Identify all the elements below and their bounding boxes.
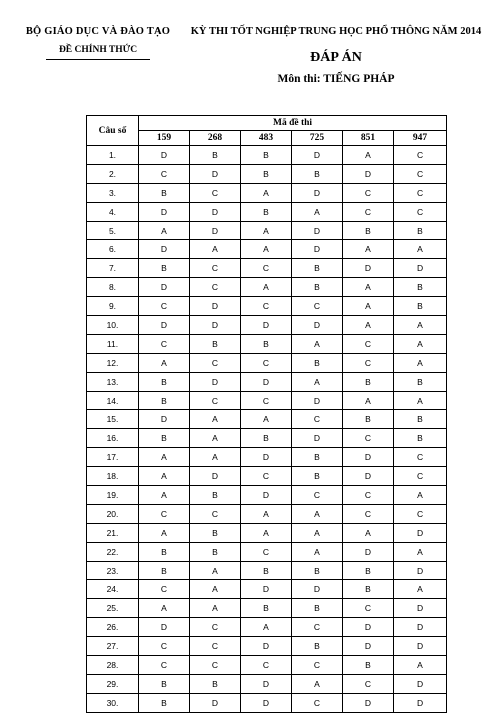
answer-cell: B [343, 561, 394, 580]
answer-cell: D [190, 221, 241, 240]
answer-cell: A [394, 334, 447, 353]
question-number: 8. [87, 278, 139, 297]
answer-cell: D [394, 523, 447, 542]
answer-cell: C [343, 599, 394, 618]
answer-cell: A [343, 297, 394, 316]
table-row [87, 334, 447, 353]
answer-cell: B [394, 429, 447, 448]
exam-code-header: Mã đề thi [139, 116, 447, 131]
question-number: 19. [87, 486, 139, 505]
answer-cell: C [241, 542, 292, 561]
table-row [87, 164, 447, 183]
table-row [87, 486, 447, 505]
answer-cell: B [190, 523, 241, 542]
exam-code-3: 725 [292, 131, 343, 146]
answer-cell: B [190, 486, 241, 505]
answer-cell: C [292, 410, 343, 429]
answer-cell: A [241, 410, 292, 429]
answer-cell: C [292, 656, 343, 675]
answer-cell: D [292, 183, 343, 202]
exam-code-1: 268 [190, 131, 241, 146]
answer-cell: D [343, 448, 394, 467]
answer-cell: B [292, 637, 343, 656]
answer-cell: B [241, 429, 292, 448]
answer-cell: D [190, 372, 241, 391]
answer-cell: A [139, 467, 190, 486]
answer-cell: D [394, 637, 447, 656]
answer-cell: A [292, 372, 343, 391]
question-number: 30. [87, 693, 139, 712]
answer-cell: C [394, 467, 447, 486]
answer-cell: B [190, 674, 241, 693]
table-row [87, 674, 447, 693]
answer-cell: C [241, 467, 292, 486]
table-row [87, 183, 447, 202]
answer-cell: D [292, 429, 343, 448]
answer-cell: D [292, 146, 343, 165]
table-row [87, 240, 447, 259]
answer-cell: D [241, 580, 292, 599]
question-number-header: Câu số [87, 116, 139, 146]
answer-cell: D [241, 448, 292, 467]
question-number: 6. [87, 240, 139, 259]
answer-cell: C [292, 693, 343, 712]
table-row [87, 504, 447, 523]
answer-cell: D [343, 637, 394, 656]
answer-cell: C [139, 504, 190, 523]
question-number: 5. [87, 221, 139, 240]
table-row [87, 410, 447, 429]
answer-cell: B [292, 561, 343, 580]
answer-cell: A [190, 429, 241, 448]
answer-cell: D [241, 693, 292, 712]
question-number: 24. [87, 580, 139, 599]
answer-cell: B [241, 146, 292, 165]
answer-cell: D [190, 202, 241, 221]
official-label: ĐỀ CHÍNH THỨC [58, 45, 138, 55]
table-row [87, 637, 447, 656]
table-row [87, 202, 447, 221]
answer-cell: D [292, 316, 343, 335]
header-left [18, 26, 178, 60]
answer-cell: D [292, 391, 343, 410]
answer-title: ĐÁP ÁN [310, 50, 362, 65]
table-row [87, 259, 447, 278]
answer-cell: B [292, 448, 343, 467]
answer-cell: C [139, 637, 190, 656]
answer-cell: D [343, 618, 394, 637]
answer-cell: B [394, 410, 447, 429]
exam-code-4: 851 [343, 131, 394, 146]
answer-cell: B [343, 656, 394, 675]
answer-cell: C [394, 202, 447, 221]
question-number: 12. [87, 353, 139, 372]
answer-cell: C [190, 353, 241, 372]
question-number: 7. [87, 259, 139, 278]
answer-cell: C [241, 259, 292, 278]
answer-cell: A [241, 278, 292, 297]
answer-cell: C [190, 183, 241, 202]
table-row [87, 580, 447, 599]
answer-cell: B [394, 372, 447, 391]
answer-cell: C [139, 297, 190, 316]
answer-cell: D [394, 599, 447, 618]
table-row [87, 221, 447, 240]
answer-cell: D [190, 164, 241, 183]
exam-code-5: 947 [394, 131, 447, 146]
answer-cell: A [241, 183, 292, 202]
answer-cell: D [394, 674, 447, 693]
answer-cell: D [292, 580, 343, 599]
header-right [186, 26, 486, 85]
table-row [87, 599, 447, 618]
answer-cell: B [343, 410, 394, 429]
answer-cell: C [190, 391, 241, 410]
answer-cell: C [190, 278, 241, 297]
table-row [87, 618, 447, 637]
answer-cell: D [292, 240, 343, 259]
answer-cell: A [190, 561, 241, 580]
answer-cell: C [241, 297, 292, 316]
answer-cell: B [139, 674, 190, 693]
answer-cell: A [394, 316, 447, 335]
answer-cell: A [394, 542, 447, 561]
question-number: 25. [87, 599, 139, 618]
table-row [87, 561, 447, 580]
answer-cell: C [292, 297, 343, 316]
answer-cell: A [190, 580, 241, 599]
table-row [87, 353, 447, 372]
answer-cell: D [139, 278, 190, 297]
answer-cell: D [190, 316, 241, 335]
subject-title: Môn thi: TIẾNG PHÁP [277, 73, 395, 85]
answer-cell: A [394, 353, 447, 372]
answer-cell: D [394, 693, 447, 712]
answer-cell: A [292, 542, 343, 561]
answer-cell: B [292, 353, 343, 372]
answer-cell: A [343, 240, 394, 259]
answer-key-table [86, 115, 447, 713]
answer-cell: D [139, 618, 190, 637]
answer-cell: C [139, 334, 190, 353]
answer-cell: B [139, 259, 190, 278]
answer-cell: A [241, 618, 292, 637]
answer-cell: A [343, 391, 394, 410]
answer-cell: B [190, 334, 241, 353]
answer-cell: A [139, 221, 190, 240]
answer-cell: D [394, 561, 447, 580]
answer-cell: C [394, 164, 447, 183]
answer-cell: B [394, 297, 447, 316]
answer-cell: C [190, 637, 241, 656]
answer-cell: D [139, 146, 190, 165]
answer-cell: C [343, 674, 394, 693]
answer-cell: D [394, 259, 447, 278]
answer-cell: B [139, 429, 190, 448]
exam-code-0: 159 [139, 131, 190, 146]
answer-cell: D [241, 372, 292, 391]
table-row [87, 542, 447, 561]
answer-cell: D [343, 259, 394, 278]
answer-cell: C [394, 448, 447, 467]
answer-cell: D [241, 316, 292, 335]
answer-cell: A [343, 278, 394, 297]
answer-cell: D [139, 316, 190, 335]
answer-cell: D [343, 467, 394, 486]
question-number: 2. [87, 164, 139, 183]
table-row [87, 372, 447, 391]
answer-cell: B [343, 221, 394, 240]
answer-cell: D [139, 202, 190, 221]
answer-cell: C [190, 618, 241, 637]
answer-cell: A [139, 599, 190, 618]
answer-cell: C [190, 504, 241, 523]
answer-cell: C [190, 259, 241, 278]
answer-cell: A [241, 221, 292, 240]
table-row [87, 297, 447, 316]
answer-cell: A [292, 504, 343, 523]
answer-cell: B [241, 164, 292, 183]
answer-cell: B [190, 146, 241, 165]
answer-cell: C [343, 486, 394, 505]
answer-cell: D [139, 410, 190, 429]
answer-cell: C [343, 353, 394, 372]
question-number: 20. [87, 504, 139, 523]
answer-cell: C [394, 504, 447, 523]
answer-cell: A [190, 410, 241, 429]
table-row [87, 391, 447, 410]
question-number: 26. [87, 618, 139, 637]
answer-cell: D [190, 693, 241, 712]
answer-cell: B [139, 391, 190, 410]
answer-cell: B [241, 334, 292, 353]
answer-cell: C [139, 580, 190, 599]
answer-cell: B [292, 278, 343, 297]
header-underline [46, 59, 150, 60]
answer-cell: C [292, 486, 343, 505]
answer-cell: A [190, 448, 241, 467]
answer-cell: C [343, 504, 394, 523]
answer-cell: C [343, 183, 394, 202]
answer-cell: B [241, 599, 292, 618]
question-number: 28. [87, 656, 139, 675]
answer-cell: A [139, 353, 190, 372]
answer-cell: C [394, 146, 447, 165]
answer-cell: B [241, 202, 292, 221]
question-number: 4. [87, 202, 139, 221]
answer-cell: C [394, 183, 447, 202]
answer-cell: A [343, 316, 394, 335]
answer-cell: A [241, 523, 292, 542]
answer-cell: B [139, 183, 190, 202]
question-number: 21. [87, 523, 139, 542]
answer-cell: A [343, 523, 394, 542]
answer-cell: B [292, 467, 343, 486]
answer-cell: B [343, 580, 394, 599]
answer-cell: D [292, 221, 343, 240]
question-number: 11. [87, 334, 139, 353]
answer-cell: D [139, 240, 190, 259]
exam-title: KỲ THI TỐT NGHIỆP TRUNG HỌC PHỔ THÔNG NĂM 2014 [190, 26, 482, 37]
answer-cell: D [190, 297, 241, 316]
answer-cell: D [241, 674, 292, 693]
answer-cell: C [190, 656, 241, 675]
ministry-name: BỘ GIÁO DỤC VÀ ĐÀO TẠO [25, 26, 171, 37]
answer-cell: A [394, 486, 447, 505]
question-number: 13. [87, 372, 139, 391]
answer-cell: C [241, 656, 292, 675]
answer-cell: D [190, 467, 241, 486]
answer-cell: D [343, 164, 394, 183]
exam-code-2: 483 [241, 131, 292, 146]
question-number: 9. [87, 297, 139, 316]
answer-cell: D [343, 693, 394, 712]
question-number: 14. [87, 391, 139, 410]
table-row [87, 429, 447, 448]
answer-cell: A [394, 240, 447, 259]
answer-cell: A [139, 448, 190, 467]
question-number: 16. [87, 429, 139, 448]
answer-cell: B [139, 372, 190, 391]
answer-cell: A [292, 202, 343, 221]
answer-cell: A [394, 580, 447, 599]
question-number: 22. [87, 542, 139, 561]
question-number: 27. [87, 637, 139, 656]
answer-cell: B [241, 561, 292, 580]
table-row [87, 467, 447, 486]
answer-cell: A [190, 240, 241, 259]
question-number: 3. [87, 183, 139, 202]
answer-cell: D [343, 542, 394, 561]
answer-cell: B [139, 542, 190, 561]
answer-cell: C [292, 618, 343, 637]
answer-cell: B [343, 372, 394, 391]
answer-cell: C [139, 164, 190, 183]
question-number: 18. [87, 467, 139, 486]
answer-cell: B [190, 542, 241, 561]
answer-cell: A [394, 656, 447, 675]
answer-cell: B [394, 221, 447, 240]
answer-cell: B [292, 599, 343, 618]
answer-cell: B [139, 693, 190, 712]
answer-cell: C [139, 656, 190, 675]
table-row [87, 448, 447, 467]
answer-cell: C [241, 391, 292, 410]
table-row [87, 316, 447, 335]
question-number: 23. [87, 561, 139, 580]
answer-cell: A [139, 486, 190, 505]
answer-cell: D [394, 618, 447, 637]
answer-cell: A [190, 599, 241, 618]
answer-cell: B [394, 278, 447, 297]
table-row [87, 656, 447, 675]
answer-cell: A [241, 504, 292, 523]
answer-cell: B [139, 561, 190, 580]
answer-cell: A [292, 674, 343, 693]
question-number: 17. [87, 448, 139, 467]
table-row [87, 278, 447, 297]
answer-cell: C [241, 353, 292, 372]
question-number: 29. [87, 674, 139, 693]
answer-cell: C [343, 202, 394, 221]
table-row [87, 693, 447, 712]
answer-cell: A [394, 391, 447, 410]
question-number: 15. [87, 410, 139, 429]
answer-cell: A [292, 334, 343, 353]
answer-cell: A [139, 523, 190, 542]
table-row [87, 523, 447, 542]
answer-cell: C [343, 429, 394, 448]
answer-cell: A [343, 146, 394, 165]
answer-cell: D [241, 486, 292, 505]
table-row [87, 146, 447, 165]
question-number: 1. [87, 146, 139, 165]
answer-cell: C [343, 334, 394, 353]
answer-cell: A [292, 523, 343, 542]
question-number: 10. [87, 316, 139, 335]
answer-cell: B [292, 164, 343, 183]
answer-cell: A [241, 240, 292, 259]
answer-cell: D [241, 637, 292, 656]
answer-cell: B [292, 259, 343, 278]
